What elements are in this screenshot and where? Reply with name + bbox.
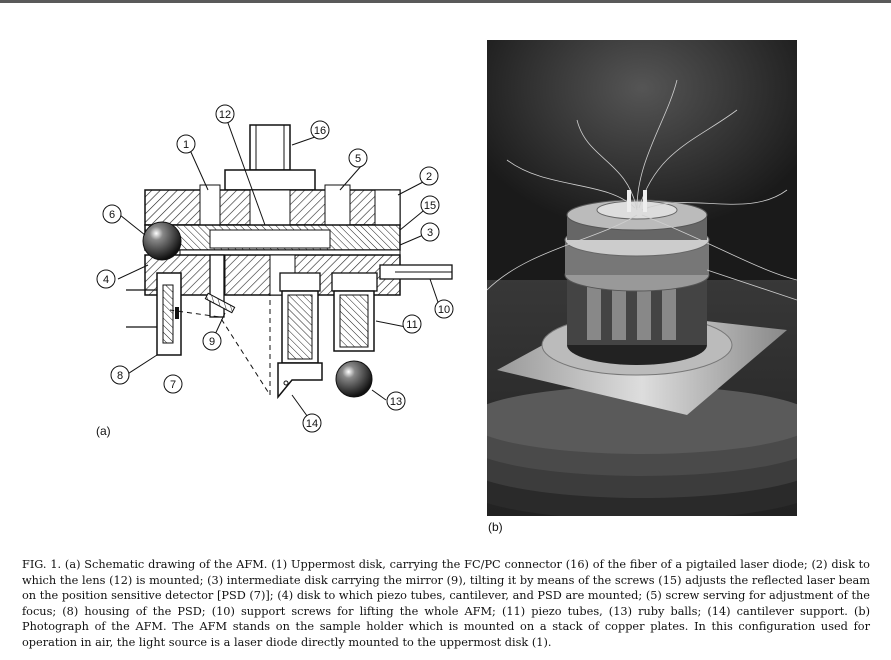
callout-15: 15: [423, 200, 437, 212]
callout-3: 3: [426, 227, 434, 239]
panel-a-label: (a): [96, 424, 111, 438]
callout-8: 8: [116, 370, 124, 382]
callout-7: 7: [169, 379, 177, 391]
callout-16: 16: [313, 125, 327, 137]
callout-9: 9: [208, 336, 216, 348]
callout-13: 13: [389, 396, 403, 408]
callout-1: 1: [182, 139, 190, 151]
callout-10: 10: [437, 304, 451, 316]
callout-12: 12: [218, 109, 232, 121]
ruby-ball-13: [336, 361, 372, 397]
callout-14: 14: [305, 418, 319, 430]
callout-2: 2: [425, 171, 433, 183]
ruby-ball-6: [143, 222, 181, 260]
callout-11: 11: [406, 319, 418, 331]
callout-5: 5: [354, 153, 362, 165]
callout-6: 6: [108, 209, 116, 221]
cantilever-support-14: [278, 363, 322, 397]
afm-schematic: [60, 95, 480, 450]
top-border: [0, 0, 891, 3]
figure-caption: FIG. 1. (a) Schematic drawing of the AFM. (1) Uppermost disk, carrying the FC/PC connector (16) of the fiber of a pigtailed laser diode; (2) disk to which the lens (12) is mounted; (3) intermediate disk carrying the mirror (9), tilting it by means of the screws (15) adjusts the reflected laser beam on the position sensitive detector [PSD (7)]; (4) disk to which piezo tubes, cantilever, and PSD are mounted; (5) screw serving for adjustment of the focus; (8) housing of the PSD; (10) support screws for lifting the whole AFM; (11) piezo tubes, (13) ruby balls; (14) cantilever support. (b) Photograph of the AFM. The AFM stands on the sample holder which is mounted on a stack of copper plates. In this configuration used for operation in air, the light source is a laser diode directly mounted to the uppermost disk (1).: [22, 558, 870, 649]
panel-b-label: (b): [488, 520, 503, 534]
afm-photograph: [487, 40, 797, 516]
callout-4: 4: [102, 274, 110, 286]
